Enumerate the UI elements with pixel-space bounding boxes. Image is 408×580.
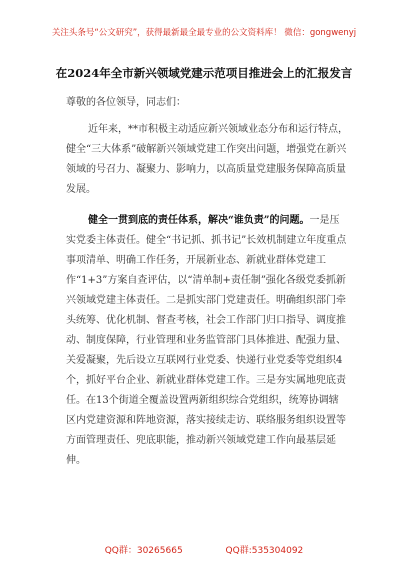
paragraph-intro: 近年来，**市积极主动适应新兴领域业态分布和运行特点，健全“三大体系”破解新兴领域党建工作突出问题，增强党在新兴领域的号召力、凝聚力、影响力，以高质量党建服务保障高质量发展。 xyxy=(66,124,348,195)
footer-qq-group-2: QQ群:535304092 xyxy=(225,546,304,556)
document-title: 在2024年全市新兴领域党建示范项目推进会上的汇报发言 xyxy=(55,66,353,80)
paragraph-heading: 健全一贯到底的责任体系，解决“谁负责”的问题。 xyxy=(88,215,310,226)
greeting: 尊敬的各位领导，同志们： xyxy=(66,97,186,108)
footer-qq-group-1: QQ群：30265665 xyxy=(104,546,183,556)
paragraph-responsibility xyxy=(66,211,348,471)
header-banner: 关注头条号“公文研究”，获得最新最全最专业的公文资料库！ 微信：gongwenyj xyxy=(51,28,357,38)
footer xyxy=(0,543,408,556)
paragraph-body: 一是压实党委主体责任。健全“书记抓、抓书记”长效机制建立年度重点事项清单、明确工作任务，开展新业态、新就业群体党建工作“1+3”方案自查评估，以“清单制+责任制”强化各级党委抓新兴领域党建主体责任。二是抓实部门党建责任。明确组织部门牵头统筹、优化机制、督查考核，社会工作部门归口指导、调度推动、制度保障，行业管理和业务监管部门具体推进、配强力量、关爱凝聚，先后设立互联网行业党委、快递行业党委等党组织4个，抓好平台企业、新就业群体党建工作。三是夯实属地兜底责任。在13个街道全覆盖设置两新组织综合党组织，统筹协调辖区内党建资源和阵地资源，落实接续走访、联络服务组织设置等方面管理责任、兜底职能，推动新兴领域党建工作向最基层延伸。 xyxy=(66,215,347,466)
